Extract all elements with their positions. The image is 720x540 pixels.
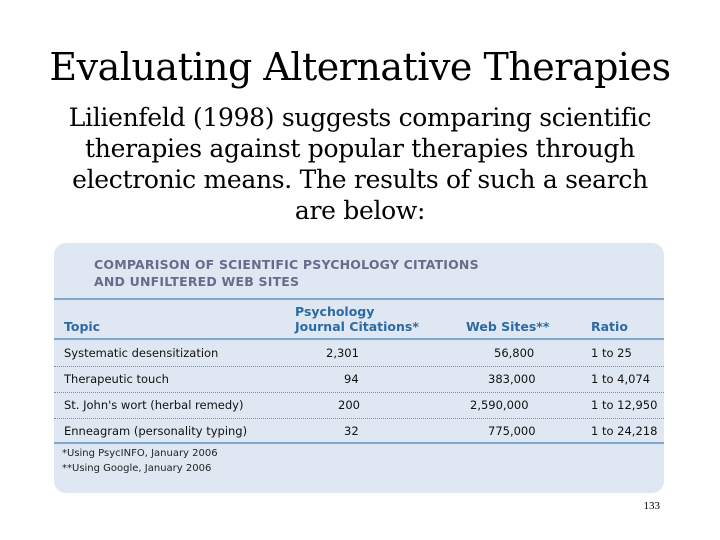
column-header-citations [295,304,419,334]
comparison-table [54,243,664,493]
cell-ratio: 1 to 12,950 [591,398,658,412]
cell-citations: 200 [338,398,360,412]
column-header-citations-line2: Journal Citations* [295,319,419,334]
table-heading [94,256,479,290]
page-number: 133 [643,500,660,512]
table-heading-line1: COMPARISON OF SCIENTIFIC PSYCHOLOGY CITATIONS [94,257,479,272]
header-divider [54,338,664,340]
slide-body-text: Lilienfeld (1998) suggests comparing scientific therapies against popular therapies through electronic means. The results of such a search are below: [68,103,652,225]
cell-ratio: 1 to 4,074 [591,372,651,386]
heading-divider [54,298,664,300]
column-header-web-sites: Web Sites** [466,319,550,334]
cell-web-sites: 56,800 [494,346,535,360]
cell-topic: St. John's wort (herbal remedy) [64,398,244,412]
cell-citations: 2,301 [326,346,359,360]
cell-ratio: 1 to 25 [591,346,632,360]
column-header-ratio: Ratio [591,319,628,334]
column-header-citations-line1: Psychology [295,304,375,319]
column-header-topic: Topic [64,319,101,334]
cell-topic: Enneagram (personality typing) [64,424,248,438]
cell-web-sites: 2,590,000 [470,398,529,412]
table-heading-line2: AND UNFILTERED WEB SITES [94,274,300,289]
cell-citations: 32 [344,424,359,438]
cell-web-sites: 775,000 [488,424,536,438]
cell-citations: 94 [344,372,359,386]
table-bottom-rule [54,442,664,444]
cell-web-sites: 383,000 [488,372,536,386]
table-row [54,341,664,367]
cell-ratio: 1 to 24,218 [591,424,658,438]
table-row [54,393,664,419]
footnote-psycinfo: *Using PsycINFO, January 2006 [62,448,218,459]
cell-topic: Therapeutic touch [64,372,169,386]
footnote-google: **Using Google, January 2006 [62,463,212,474]
table-row [54,367,664,393]
slide-title: Evaluating Alternative Therapies [49,45,671,89]
cell-topic: Systematic desensitization [64,346,219,360]
